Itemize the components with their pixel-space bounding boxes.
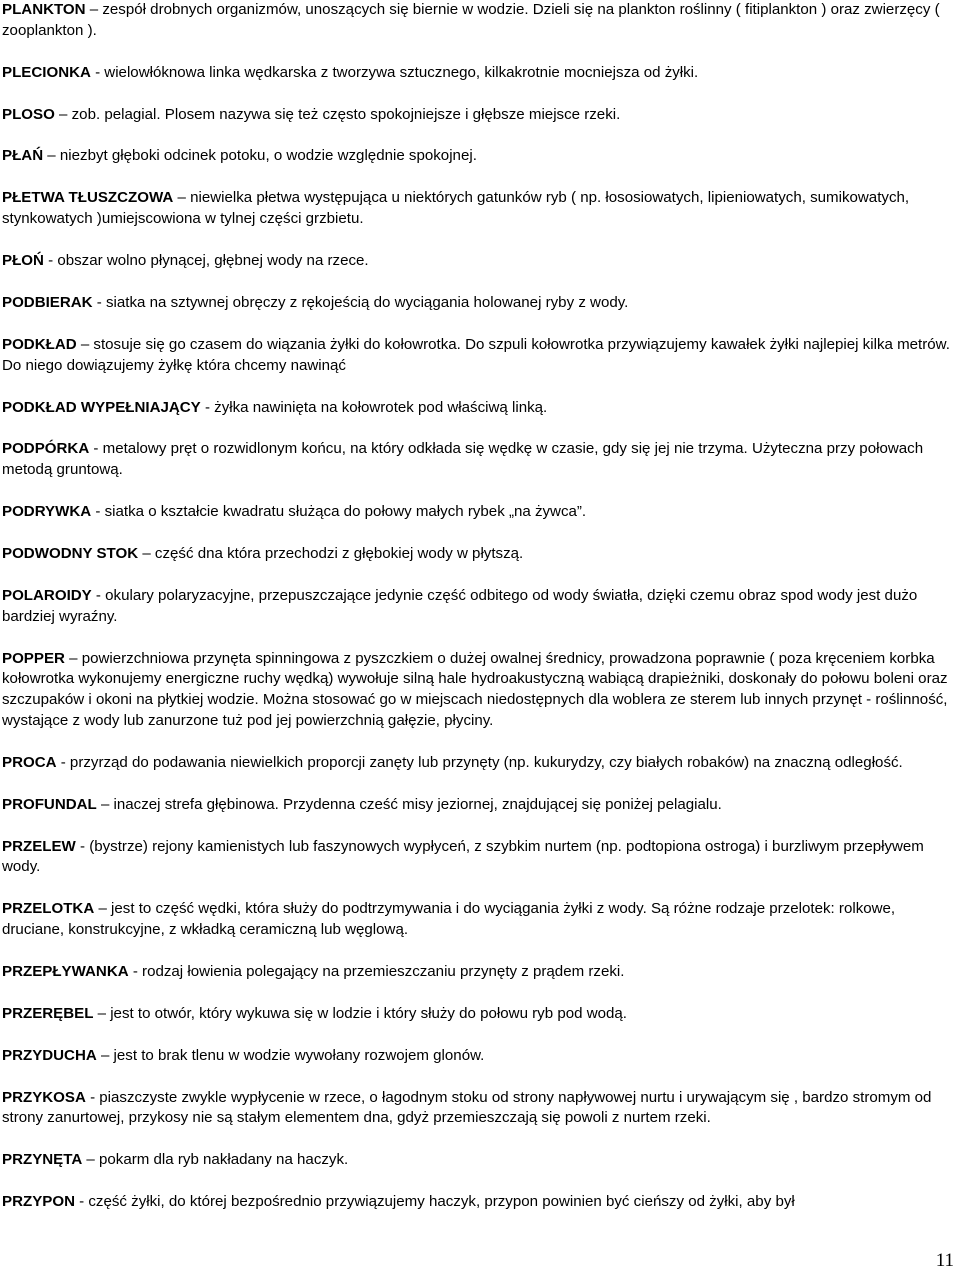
entry-definition: - przyrząd do podawania niewielkich proporcji zanęty lub przynęty (np. kukurydzy, czy białych robaków) na znaczną odległość. bbox=[56, 753, 903, 771]
glossary-entry-przyneta bbox=[2, 1150, 956, 1171]
entry-definition: – inaczej strefa głębinowa. Przydenna cześć misy jeziornej, znajdującej się poniżej pelagialu. bbox=[96, 795, 722, 813]
entry-definition: – zob. pelagial. Plosem nazywa się też często spokojniejsze i głębsze miejsce rzeki. bbox=[54, 105, 621, 123]
glossary-page bbox=[2, 0, 956, 1234]
glossary-entry-podporka bbox=[2, 439, 956, 481]
glossary-entry-podrywka bbox=[2, 502, 956, 523]
glossary-entry-plon bbox=[2, 251, 956, 272]
glossary-entry-podwodny-stok bbox=[2, 544, 956, 565]
entry-definition: - obszar wolno płynącej, głębnej wody na rzece. bbox=[43, 252, 369, 270]
entry-definition: – stosuje się go czasem do wiązania żyłki do kołowrotka. Do szpuli kołowrotka przywiązujemy kawałek żyłki najlepiej kilka metrów. Do niego dowiązujemy żyłkę która chcemy nawinąć bbox=[2, 335, 950, 374]
entry-term: PRZEPŁYWANKA bbox=[2, 963, 129, 980]
glossary-entry-ploso bbox=[2, 105, 956, 126]
page-number: 11 bbox=[935, 1250, 954, 1271]
glossary-entry-proca bbox=[2, 753, 956, 774]
entry-term: POPPER bbox=[2, 649, 65, 667]
glossary-entry-podklad bbox=[2, 335, 956, 377]
entry-definition: – pokarm dla ryb nakładany na haczyk. bbox=[82, 1151, 349, 1169]
entry-term: PLOSO bbox=[2, 105, 55, 123]
entry-term: PLANKTON bbox=[2, 1, 86, 18]
glossary-entry-przykosa bbox=[2, 1088, 956, 1130]
glossary-entry-plan bbox=[2, 146, 956, 167]
glossary-entry-przelew bbox=[2, 837, 956, 879]
entry-term: PODBIERAK bbox=[2, 293, 93, 311]
entry-definition: – jest to otwór, który wykuwa się w lodzie i który służy do połowu ryb pod wodą. bbox=[93, 1004, 627, 1022]
glossary-entry-pletwa-tluszczowa bbox=[2, 188, 956, 230]
entry-term: PODRYWKA bbox=[2, 503, 92, 521]
entry-definition: - część żyłki, do której bezpośrednio przywiązujemy haczyk, przypon powinien być cieńszy od żyłki, aby był bbox=[74, 1193, 795, 1211]
glossary-entry-plecionka bbox=[2, 63, 956, 84]
glossary-entry-przeplywanka bbox=[2, 962, 956, 983]
entry-term: POLAROIDY bbox=[2, 586, 92, 604]
entry-definition: – niewielka płetwa występująca u niektórych gatunków ryb ( np. łososiowatych, lipieniowatych, sumikowatych, stynkowatych )umiejscowiona w tylnej części grzbietu. bbox=[2, 189, 910, 228]
glossary-entry-przypon bbox=[2, 1192, 956, 1213]
entry-definition: - siatka na sztywnej obręczy z rękojeścią do wyciągania holowanej ryby z wody. bbox=[92, 293, 629, 311]
entry-term: PŁAŃ bbox=[2, 147, 44, 165]
entry-definition: - wielowłóknowa linka wędkarska z tworzywa sztucznego, kilkakrotnie mocniejsza od żyłki. bbox=[90, 63, 699, 81]
entry-term: PROFUNDAL bbox=[2, 795, 97, 813]
entry-term: PŁETWA TŁUSZCZOWA bbox=[2, 189, 174, 207]
entry-definition: - (bystrze) rejony kamienistych lub faszynowych wypłyceń, z szybkim nurtem (np. podtopiona ostroga) i burzliwym przepływem wody. bbox=[2, 837, 924, 876]
entry-definition: – jest to brak tlenu w wodzie wywołany rozwojem glonów. bbox=[96, 1046, 485, 1064]
entry-term: PRZERĘBEL bbox=[2, 1004, 94, 1022]
glossary-entry-przyducha bbox=[2, 1046, 956, 1067]
entry-term: PRZELEW bbox=[2, 837, 76, 855]
glossary-entry-podklad-wypelniajacy bbox=[2, 398, 956, 419]
entry-term: PODKŁAD bbox=[2, 335, 77, 353]
entry-term: PODKŁAD WYPEŁNIAJĄCY bbox=[2, 398, 201, 416]
entry-term: PLECIONKA bbox=[2, 63, 91, 81]
glossary-entry-przelotka bbox=[2, 899, 956, 941]
entry-definition: - siatka o kształcie kwadratu służąca do połowy małych rybek „na żywca”. bbox=[91, 503, 587, 521]
entry-term: PRZYKOSA bbox=[2, 1088, 86, 1106]
entry-term: PRZYDUCHA bbox=[2, 1046, 97, 1064]
entry-definition: - piaszczyste zwykle wypłycenie w rzece, o łagodnym stoku od strony napływowej nurtu i urywającym się , bardzo stromym od strony zanurtowej, przykosy nie są stałym elementem dna, gdyż przemieszczają się powoli z nurtem rzeki. bbox=[2, 1088, 932, 1127]
glossary-entry-popper bbox=[2, 649, 956, 732]
glossary-entry-plankton bbox=[2, 0, 956, 42]
entry-term: PŁOŃ bbox=[2, 252, 44, 270]
glossary-entry-przerebel bbox=[2, 1004, 956, 1025]
glossary-entry-profundal bbox=[2, 795, 956, 816]
entry-definition: – zespół drobnych organizmów, unoszących się biernie w wodzie. Dzieli się na plankton roślinny ( fitiplankton ) oraz zwierzęcy ( zooplankton ). bbox=[2, 1, 940, 39]
glossary-entry-polaroidy bbox=[2, 586, 956, 628]
glossary-entry-podbierak bbox=[2, 293, 956, 314]
entry-term: PROCA bbox=[2, 753, 57, 771]
entry-definition: – powierzchniowa przynęta spinningowa z pyszczkiem o dużej owalnej średnicy, prowadzona poprawnie ( poza kręceniem korbka kołowrotka wykonujemy energiczne ruchy wędką) wywołuje silną hale hydroakustyczną wabiącą drapieżniki, doskonały do połowu boleni oraz szczupaków i okoni na płytkiej wodzie. Można stosować go w miejscach niedostępnych dla woblera ze sterem lub innych przynęt - roślinność, wystające z wody lub zanurzone tuż pod jej powierzchnią gałęzie, płyciny. bbox=[2, 649, 948, 729]
entry-term: PRZYPON bbox=[2, 1193, 75, 1211]
entry-term: PRZELOTKA bbox=[2, 900, 95, 918]
entry-definition: - rodzaj łowienia polegający na przemieszczaniu przynęty z prądem rzeki. bbox=[128, 963, 625, 980]
entry-definition: – część dna która przechodzi z głębokiej wody w płytszą. bbox=[138, 544, 524, 562]
entry-definition: - metalowy pręt o rozwidlonym końcu, na który odkłada się wędkę w czasie, gdy się jej nie trzyma. Użyteczna przy połowach metodą gruntową. bbox=[2, 440, 924, 479]
entry-definition: – niezbyt głęboki odcinek potoku, o wodzie względnie spokojnej. bbox=[43, 147, 477, 165]
entry-definition: - okulary polaryzacyjne, przepuszczające jedynie część odbitego od wody światła, dzięki czemu obraz spod wody jest dużo bardziej wyraźny. bbox=[2, 586, 918, 625]
entry-term: PODPÓRKA bbox=[2, 440, 90, 458]
entry-definition: - żyłka nawinięta na kołowrotek pod właściwą linką. bbox=[200, 398, 548, 416]
entry-definition: – jest to część wędki, która służy do podtrzymywania i do wyciągania żyłki z wody. Są różne rodzaje przelotek: rolkowe, druciane, konstrukcyjne, z wkładką ceramiczną lub węglową. bbox=[2, 900, 896, 939]
entry-term: PODWODNY STOK bbox=[2, 544, 139, 562]
entry-term: PRZYNĘTA bbox=[2, 1151, 83, 1169]
